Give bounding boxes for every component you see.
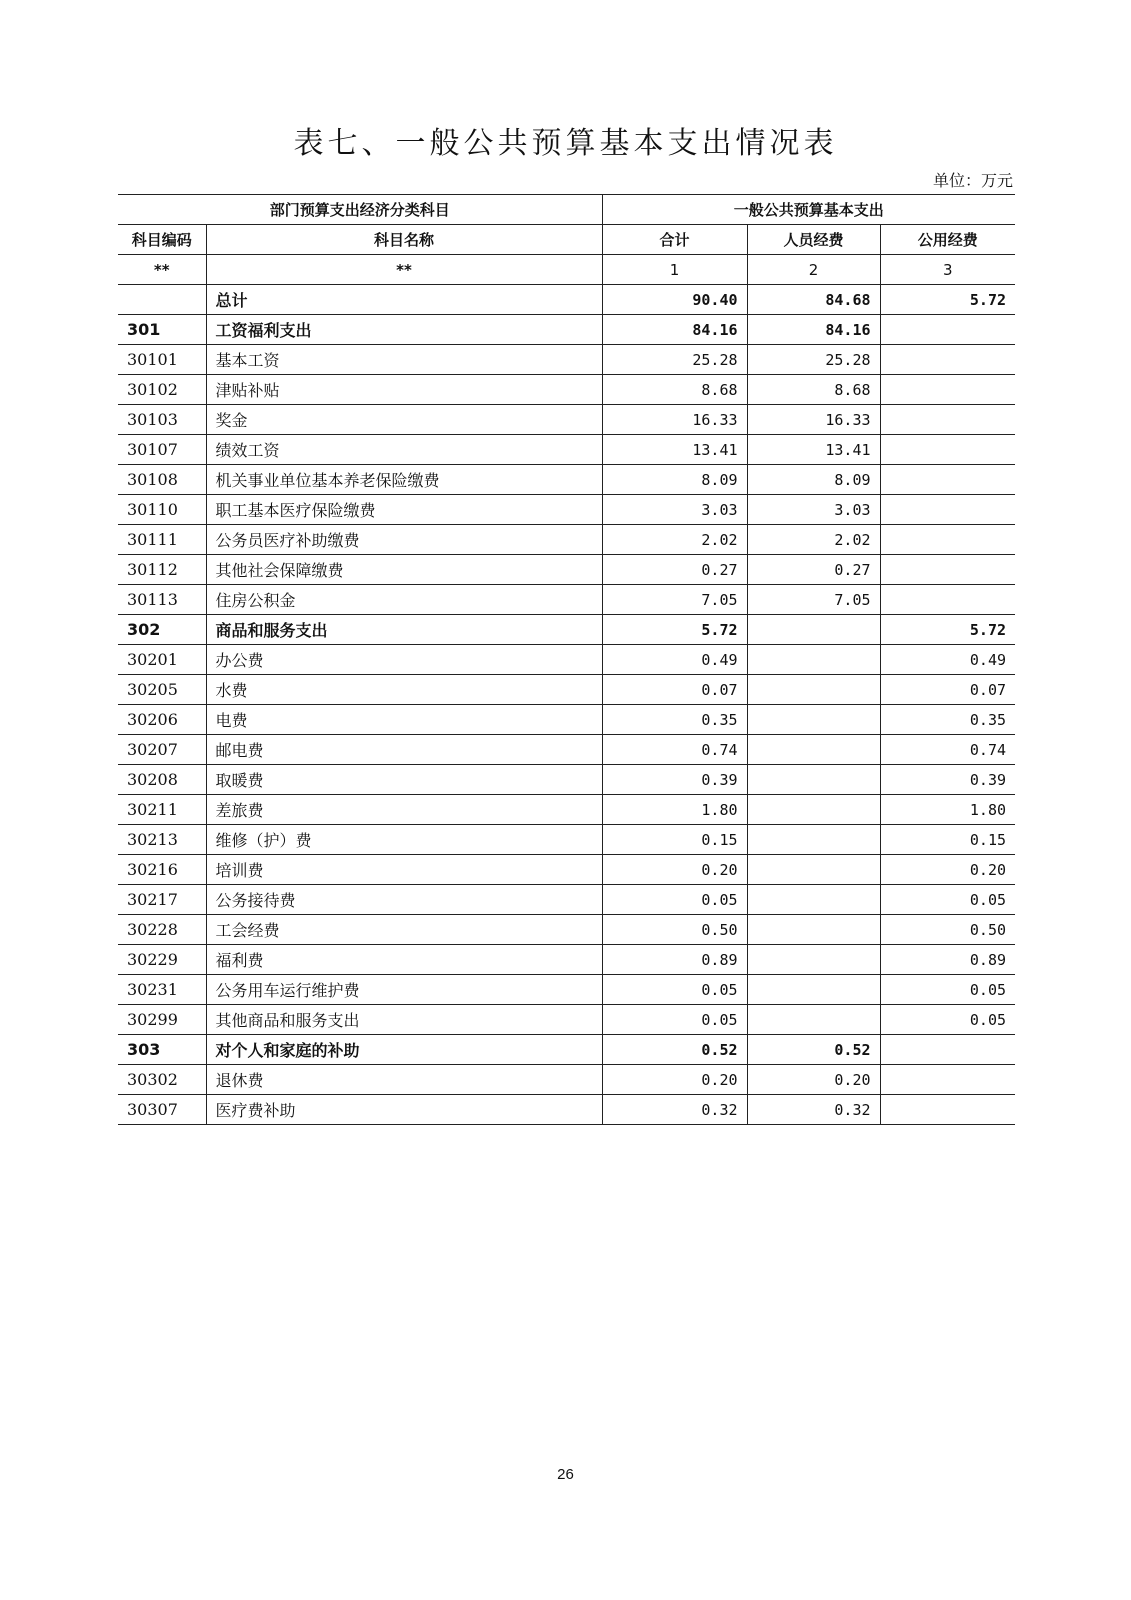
group-header-row — [118, 195, 1015, 225]
subject-name-cell: 维修（护）费 — [206, 825, 602, 855]
subject-name-cell: 办公费 — [206, 645, 602, 675]
personnel-expense-cell — [747, 945, 880, 975]
table-row — [118, 645, 1015, 675]
table-row — [118, 1035, 1015, 1065]
table-row — [118, 735, 1015, 765]
total-cell: 0.05 — [602, 975, 747, 1005]
total-cell: 0.50 — [602, 915, 747, 945]
personnel-expense-cell — [747, 795, 880, 825]
total-cell: 0.74 — [602, 735, 747, 765]
subject-code-cell: 30231 — [118, 975, 206, 1005]
public-expense-cell — [880, 525, 1015, 555]
subject-code-cell: 30112 — [118, 555, 206, 585]
subject-code-cell — [118, 285, 206, 315]
subject-code-cell: 30205 — [118, 675, 206, 705]
personnel-expense-cell: 0.20 — [747, 1065, 880, 1095]
subject-name-cell: 奖金 — [206, 405, 602, 435]
personnel-expense-cell — [747, 855, 880, 885]
table-row — [118, 555, 1015, 585]
subject-name-cell: 差旅费 — [206, 795, 602, 825]
subject-code-cell: 30108 — [118, 465, 206, 495]
public-expense-cell: 0.05 — [880, 1005, 1015, 1035]
subject-name-cell: 电费 — [206, 705, 602, 735]
public-expense-cell — [880, 345, 1015, 375]
public-expense-cell: 0.07 — [880, 675, 1015, 705]
public-expense-cell — [880, 435, 1015, 465]
subject-name-cell: 工资福利支出 — [206, 315, 602, 345]
total-cell: 84.16 — [602, 315, 747, 345]
subject-name-cell: 对个人和家庭的补助 — [206, 1035, 602, 1065]
public-expense-cell: 0.15 — [880, 825, 1015, 855]
index-row — [118, 255, 1015, 285]
public-expense-cell — [880, 405, 1015, 435]
table-row — [118, 615, 1015, 645]
personnel-expense-cell — [747, 645, 880, 675]
total-cell: 0.89 — [602, 945, 747, 975]
subject-name-cell: 公务员医疗补助缴费 — [206, 525, 602, 555]
public-expense-cell — [880, 1095, 1015, 1125]
subject-name-cell: 福利费 — [206, 945, 602, 975]
public-expense-cell: 5.72 — [880, 615, 1015, 645]
personnel-expense-cell — [747, 885, 880, 915]
personnel-expense-cell: 8.68 — [747, 375, 880, 405]
personnel-expense-cell — [747, 615, 880, 645]
total-cell: 0.07 — [602, 675, 747, 705]
public-expense-cell — [880, 1065, 1015, 1095]
total-cell: 0.32 — [602, 1095, 747, 1125]
subject-code-cell: 30101 — [118, 345, 206, 375]
table-row — [118, 285, 1015, 315]
index-cell: ** — [118, 255, 206, 285]
total-cell: 2.02 — [602, 525, 747, 555]
subject-name-cell: 公务接待费 — [206, 885, 602, 915]
public-expense-cell: 0.49 — [880, 645, 1015, 675]
personnel-expense-cell: 84.68 — [747, 285, 880, 315]
table-row — [118, 1065, 1015, 1095]
table-row — [118, 1095, 1015, 1125]
total-cell: 0.05 — [602, 1005, 747, 1035]
subject-code-cell: 302 — [118, 615, 206, 645]
public-expense-cell: 0.35 — [880, 705, 1015, 735]
subject-name-cell: 总计 — [206, 285, 602, 315]
subject-name-cell: 住房公积金 — [206, 585, 602, 615]
table-row — [118, 525, 1015, 555]
subject-code-cell: 30103 — [118, 405, 206, 435]
subject-name-cell: 医疗费补助 — [206, 1095, 602, 1125]
personnel-expense-cell — [747, 765, 880, 795]
personnel-expense-cell: 2.02 — [747, 525, 880, 555]
personnel-expense-cell — [747, 975, 880, 1005]
subject-name-cell: 培训费 — [206, 855, 602, 885]
table-body — [118, 285, 1015, 1125]
personnel-expense-cell: 16.33 — [747, 405, 880, 435]
total-cell: 0.27 — [602, 555, 747, 585]
personnel-expense-cell: 0.32 — [747, 1095, 880, 1125]
public-expense-cell: 0.39 — [880, 765, 1015, 795]
personnel-expense-cell — [747, 675, 880, 705]
public-expense-cell: 0.89 — [880, 945, 1015, 975]
table-row — [118, 885, 1015, 915]
subject-name-cell: 机关事业单位基本养老保险缴费 — [206, 465, 602, 495]
personnel-expense-cell — [747, 825, 880, 855]
subject-name-cell: 邮电费 — [206, 735, 602, 765]
subject-code-cell: 30208 — [118, 765, 206, 795]
personnel-expense-cell — [747, 705, 880, 735]
total-cell: 25.28 — [602, 345, 747, 375]
subject-code-cell: 30206 — [118, 705, 206, 735]
header-group-classification: 部门预算支出经济分类科目 — [118, 195, 602, 225]
table-row — [118, 315, 1015, 345]
subject-name-cell: 商品和服务支出 — [206, 615, 602, 645]
subject-name-cell: 其他商品和服务支出 — [206, 1005, 602, 1035]
subject-code-cell: 30113 — [118, 585, 206, 615]
total-cell: 7.05 — [602, 585, 747, 615]
page-number: 26 — [557, 1466, 574, 1483]
table-row — [118, 375, 1015, 405]
subject-code-cell: 301 — [118, 315, 206, 345]
table-row — [118, 345, 1015, 375]
subject-code-cell: 30213 — [118, 825, 206, 855]
personnel-expense-cell: 8.09 — [747, 465, 880, 495]
index-cell: 3 — [880, 255, 1015, 285]
subject-name-cell: 取暖费 — [206, 765, 602, 795]
personnel-expense-cell: 13.41 — [747, 435, 880, 465]
table-row — [118, 1005, 1015, 1035]
personnel-expense-cell: 7.05 — [747, 585, 880, 615]
subject-code-cell: 30201 — [118, 645, 206, 675]
total-cell: 16.33 — [602, 405, 747, 435]
subject-name-cell: 水费 — [206, 675, 602, 705]
public-expense-cell: 0.20 — [880, 855, 1015, 885]
header-group-basic-expenditure: 一般公共预算基本支出 — [602, 195, 1015, 225]
total-cell: 0.20 — [602, 1065, 747, 1095]
subject-name-cell: 公务用车运行维护费 — [206, 975, 602, 1005]
table-row — [118, 705, 1015, 735]
table-row — [118, 825, 1015, 855]
table-row — [118, 945, 1015, 975]
total-cell: 0.15 — [602, 825, 747, 855]
table-row — [118, 435, 1015, 465]
public-expense-cell — [880, 1035, 1015, 1065]
header-subject-name: 科目名称 — [206, 225, 602, 255]
subject-name-cell: 工会经费 — [206, 915, 602, 945]
subject-code-cell: 30111 — [118, 525, 206, 555]
public-expense-cell: 0.74 — [880, 735, 1015, 765]
subject-code-cell: 30216 — [118, 855, 206, 885]
subject-code-cell: 30299 — [118, 1005, 206, 1035]
table-row — [118, 795, 1015, 825]
subject-name-cell: 绩效工资 — [206, 435, 602, 465]
public-expense-cell — [880, 495, 1015, 525]
subject-code-cell: 303 — [118, 1035, 206, 1065]
public-expense-cell: 0.05 — [880, 975, 1015, 1005]
subject-code-cell: 30307 — [118, 1095, 206, 1125]
personnel-expense-cell: 84.16 — [747, 315, 880, 345]
public-expense-cell — [880, 315, 1015, 345]
header-total: 合计 — [602, 225, 747, 255]
header-public-expense: 公用经费 — [880, 225, 1015, 255]
total-cell: 13.41 — [602, 435, 747, 465]
public-expense-cell — [880, 585, 1015, 615]
total-cell: 0.20 — [602, 855, 747, 885]
public-expense-cell: 1.80 — [880, 795, 1015, 825]
page-title: 表七、一般公共预算基本支出情况表 — [293, 126, 838, 161]
total-cell: 5.72 — [602, 615, 747, 645]
subject-code-cell: 30302 — [118, 1065, 206, 1095]
public-expense-cell: 0.05 — [880, 885, 1015, 915]
personnel-expense-cell — [747, 915, 880, 945]
table-row — [118, 915, 1015, 945]
public-expense-cell — [880, 555, 1015, 585]
table-row — [118, 465, 1015, 495]
table-row — [118, 405, 1015, 435]
subject-code-cell: 30229 — [118, 945, 206, 975]
total-cell: 8.68 — [602, 375, 747, 405]
table-row — [118, 585, 1015, 615]
subject-name-cell: 基本工资 — [206, 345, 602, 375]
subject-code-cell: 30211 — [118, 795, 206, 825]
unit-label: 单位：万元 — [932, 171, 1013, 190]
table-row — [118, 975, 1015, 1005]
subject-code-cell: 30107 — [118, 435, 206, 465]
index-cell: 2 — [747, 255, 880, 285]
total-cell: 90.40 — [602, 285, 747, 315]
subject-code-cell: 30217 — [118, 885, 206, 915]
personnel-expense-cell: 0.52 — [747, 1035, 880, 1065]
table-row — [118, 675, 1015, 705]
index-cell: ** — [206, 255, 602, 285]
total-cell: 0.52 — [602, 1035, 747, 1065]
personnel-expense-cell: 0.27 — [747, 555, 880, 585]
public-expense-cell — [880, 465, 1015, 495]
subject-name-cell: 其他社会保障缴费 — [206, 555, 602, 585]
column-header-row — [118, 225, 1015, 255]
personnel-expense-cell — [747, 735, 880, 765]
table-row — [118, 495, 1015, 525]
total-cell: 0.35 — [602, 705, 747, 735]
table-row — [118, 765, 1015, 795]
total-cell: 0.49 — [602, 645, 747, 675]
public-expense-cell: 0.50 — [880, 915, 1015, 945]
subject-code-cell: 30102 — [118, 375, 206, 405]
subject-code-cell: 30207 — [118, 735, 206, 765]
header-personnel-expense: 人员经费 — [747, 225, 880, 255]
total-cell: 1.80 — [602, 795, 747, 825]
personnel-expense-cell: 25.28 — [747, 345, 880, 375]
subject-name-cell: 职工基本医疗保险缴费 — [206, 495, 602, 525]
personnel-expense-cell: 3.03 — [747, 495, 880, 525]
subject-code-cell: 30110 — [118, 495, 206, 525]
header-subject-code: 科目编码 — [118, 225, 206, 255]
subject-code-cell: 30228 — [118, 915, 206, 945]
budget-table — [118, 194, 1015, 1125]
total-cell: 0.39 — [602, 765, 747, 795]
subject-name-cell: 津贴补贴 — [206, 375, 602, 405]
public-expense-cell — [880, 375, 1015, 405]
table-row — [118, 855, 1015, 885]
index-cell: 1 — [602, 255, 747, 285]
subject-name-cell: 退休费 — [206, 1065, 602, 1095]
total-cell: 0.05 — [602, 885, 747, 915]
personnel-expense-cell — [747, 1005, 880, 1035]
total-cell: 3.03 — [602, 495, 747, 525]
total-cell: 8.09 — [602, 465, 747, 495]
public-expense-cell: 5.72 — [880, 285, 1015, 315]
